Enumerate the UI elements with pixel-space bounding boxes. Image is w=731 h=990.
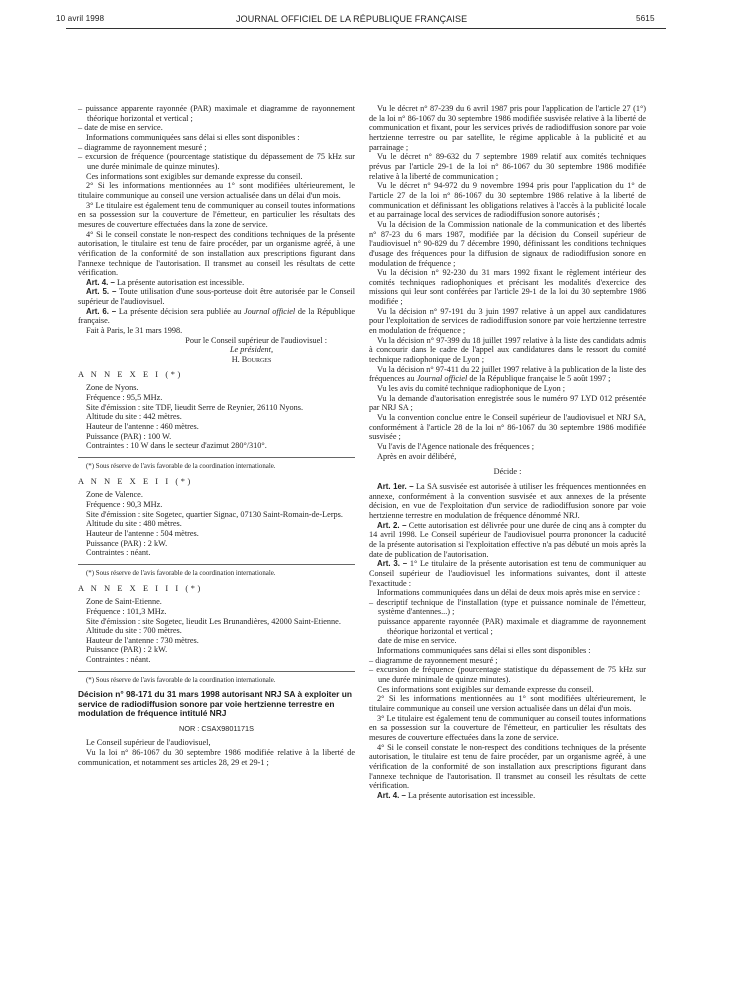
article-5 bbox=[78, 287, 355, 306]
annex-altitude: Altitude du site : 480 mètres. bbox=[86, 519, 182, 529]
paragraph: Vu le décret n° 94-972 du 9 novembre 1994 pris pour l'application du 1° de l'article 27 de la loi n° 86-1067 du 30 septembre 1986 relative à la liberté de communication et définissant les obligations relatives à l'accès à la publicité locale et au parrainage local des services de radiodiffusion sonore autorisés ; bbox=[369, 181, 646, 220]
annex-site: Site d'émission : site Sogetec, quartier Signac, 07130 Saint-Romain-de-Lerps. bbox=[86, 509, 343, 519]
article-label: Art. 5. – bbox=[86, 287, 117, 297]
article-6 bbox=[78, 307, 355, 326]
header-date: 10 avril 1998 bbox=[56, 14, 105, 23]
annex-2-title: A N N E X E I I (*) bbox=[78, 476, 193, 486]
list-item: – excursion de fréquence (pourcentage statistique du dépassement de 75 kHz sur une durée minimale de quinze minutes). bbox=[369, 665, 646, 685]
article-label: Art. 4. – bbox=[86, 277, 115, 287]
paragraph: – puissance apparente rayonnée (PAR) maximale et diagramme de rayonnement théorique horizontal et vertical ; bbox=[78, 104, 355, 123]
article-1 bbox=[369, 482, 646, 521]
annex-1-title: A N N E X E I (*) bbox=[78, 369, 183, 379]
annex-footnote: (*) Sous réserve de l'avis favorable de la coordination internationale. bbox=[86, 569, 276, 577]
article-label: Art. 2. – bbox=[377, 520, 407, 530]
article-text: Cette autorisation est délivrée pour une durée de cinq ans à compter du 14 avril 1998. Le Conseil supérieur de l'audiovisuel pourra prononcer la caducité de la présente autorisation si l'exploitation effective n'a pas débuté un mois après la date de publication de l'autorisation. bbox=[369, 520, 646, 559]
article-text: 1° Le titulaire de la présente autorisation est tenu de communiquer au Conseil supérieur de l'audiovisuel les informations suivantes, dont il atteste l'exactitude : bbox=[369, 559, 646, 588]
paragraph: Ces informations sont exigibles sur demande expresse du conseil. bbox=[377, 684, 594, 694]
paragraph: Vu la demande d'autorisation enregistrée sous le numéro 97 LYD 012 présentée par NRJ SA ; bbox=[369, 393, 646, 413]
paragraph: Vu la loi n° 86-1067 du 30 septembre 1986 modifiée relative à la liberté de communication, et notamment ses articles 28, 29 et 29-1 ; bbox=[78, 747, 355, 767]
footnote-rule bbox=[78, 671, 355, 672]
article-2 bbox=[369, 521, 646, 560]
paragraph: Informations communiquées dans un délai de deux mois après mise en service : bbox=[377, 588, 641, 598]
list-item: – descriptif technique de l'installation (type et puissance nominale de l'émetteur, système d'antennes...) ; bbox=[369, 597, 646, 617]
annex-constraints: Contraintes : néant. bbox=[86, 655, 151, 665]
paragraph: 4° Si le conseil constate le non-respect des conditions techniques de la présente autorisation, le titulaire est tenu de faire procéder, par un organisme agréé, à une vérification de la conformité de son installation aux prescriptions figurant dans l'annexe technique de l'autorisation. Il transmet au conseil les résultats de cette vérification. bbox=[369, 742, 646, 791]
annex-power: Puissance (PAR) : 2 kW. bbox=[86, 538, 168, 548]
annex-footnote: (*) Sous réserve de l'avis favorable de la coordination internationale. bbox=[86, 676, 276, 684]
paragraph: 2° Si les informations mentionnées au 1° sont modifiées ultérieurement, le titulaire communique au conseil une version actualisée dans un délai d'un mois. bbox=[369, 694, 646, 714]
paragraph: Après en avoir délibéré, bbox=[377, 451, 457, 461]
paragraph: Le Conseil supérieur de l'audiovisuel, bbox=[86, 738, 211, 748]
nor-reference: NOR : CSAX9801171S bbox=[179, 723, 254, 733]
annex-frequency: Fréquence : 95,5 MHz. bbox=[86, 393, 163, 403]
annex-site: Site d'émission : site Sogetec, lieudit Les Brunandières, 42000 Saint-Etienne. bbox=[86, 616, 341, 626]
annex-antenna-height: Hauteur de l'antenne : 504 mètres. bbox=[86, 528, 199, 538]
text-run: Vu la décision n° 97-411 du 22 juillet 1997 relative à la publication de la liste des fréquences au bbox=[369, 364, 646, 384]
signature-title: Le président, bbox=[229, 345, 274, 355]
article-text: La présente décision sera publiée au bbox=[118, 306, 242, 316]
paragraph: – date de mise en service. bbox=[78, 123, 163, 133]
annex-frequency: Fréquence : 101,3 MHz. bbox=[86, 606, 167, 616]
annex-footnote: (*) Sous réserve de l'avis favorable de la coordination internationale. bbox=[86, 462, 276, 470]
paragraph: Vu la décision de la Commission nationale de la communication et des libertés n° 87-23 du 6 mars 1987, modifiée par la décision du Conseil supérieur de l'audiovisuel n° 90-829 du 7 décembre 1990, définissant les conditions techniques d'usage des fréquences pour la diffusion de signaux de radiodiffusion sonore en modulation de fréquence ; bbox=[369, 219, 646, 268]
paragraph bbox=[369, 365, 646, 384]
paragraph: Vu la décision n° 92-230 du 31 mars 1992 fixant le règlement intérieur des comités techniques radiophoniques et précisant les modalités d'exercice des missions qui leur sont conférées par l'article 29-1 de la loi du 30 septembre 1986 modifiée ; bbox=[369, 268, 646, 307]
article-text: La présente autorisation est incessible. bbox=[408, 790, 536, 800]
annex-altitude: Altitude du site : 442 mètres. bbox=[86, 412, 182, 422]
paragraph: Vu l'avis de l'Agence nationale des fréquences ; bbox=[377, 441, 535, 451]
page-header bbox=[56, 14, 666, 28]
paragraph: Vu la convention conclue entre le Conseil supérieur de l'audiovisuel et NRJ SA, conformément à l'article 28 de la loi n° 86-1067 du 30 septembre 1986 modifiée susvisée ; bbox=[369, 413, 646, 442]
footnote-rule bbox=[78, 457, 355, 458]
article-label: Art. 1er. – bbox=[377, 481, 414, 491]
footnote-rule bbox=[78, 564, 355, 565]
text-run: de la République française le 5 août 1997 ; bbox=[469, 374, 611, 384]
annex-constraints: Contraintes : 10 W dans le secteur d'azimut 280°/310°. bbox=[86, 441, 267, 451]
paragraph: Informations communiquées sans délai si elles sont disponibles : bbox=[86, 132, 300, 142]
paragraph: – excursion de fréquence (pourcentage statistique du dépassement de 75 kHz sur une durée minimale de quinze minutes). bbox=[78, 152, 355, 171]
paragraph: 3° Le titulaire est également tenu de communiquer au conseil toutes informations en sa possession sur la couverture de l'émetteur, en particulier les résultats des mesures de couverture effectuées dans la zone de service. bbox=[78, 200, 355, 229]
paragraph: Vu le décret n° 87-239 du 6 avril 1987 pris pour l'application de l'article 27 (1°) de la loi n° 86-1067 du 30 septembre 1986 modifiée susvisée relative à la liberté de communication et fixant, pour les services privés de radiodiffusion sonore par voie hertzienne terrestre ou par satellite, le régime applicable à la publicité et au parrainage ; bbox=[369, 104, 646, 152]
signature-name: H. Bourges bbox=[231, 355, 272, 365]
article-4 bbox=[78, 278, 355, 288]
header-rule bbox=[66, 28, 666, 29]
article-3 bbox=[369, 559, 646, 588]
paragraph: Vu la décision n° 97-191 du 3 juin 1997 relative à un appel aux candidatures pour l'exploitation de services de radiodiffusion sonore par voie hertzienne terrestre en modulation de fréquence ; bbox=[369, 306, 646, 336]
signature-for: Pour le Conseil supérieur de l'audiovisuel : bbox=[185, 335, 327, 345]
paragraph: Vu les avis du comité technique radiophonique de Lyon ; bbox=[377, 384, 566, 394]
paragraph: Ces informations sont exigibles sur demande expresse du conseil. bbox=[86, 171, 303, 181]
article-label: Art. 3. – bbox=[377, 559, 408, 569]
annex-antenna-height: Hauteur de l'antenne : 730 mètres. bbox=[86, 635, 199, 645]
decision-title: Décision n° 98-171 du 31 mars 1998 autorisant NRJ SA à exploiter un service de radiodiffusion sonore par voie hertzienne terrestre en modulation de fréquence intitulé NRJ bbox=[78, 689, 352, 719]
annex-constraints: Contraintes : néant. bbox=[86, 548, 151, 558]
annex-power: Puissance (PAR) : 100 W. bbox=[86, 431, 172, 441]
header-title: JOURNAL OFFICIEL DE LA RÉPUBLIQUE FRANÇAISE bbox=[236, 14, 468, 24]
annex-antenna-height: Hauteur de l'antenne : 460 mètres. bbox=[86, 422, 199, 431]
article-text: La SA susvisée est autorisée à utiliser les fréquences mentionnées en annexe, conformément à la convention susvisée et aux annexes de la présente décision, en vue de l'exploitation d'un service de radiodiffusion sonore par voie hertzienne terrestre en modulation de fréquence dénommé NRJ. bbox=[369, 481, 647, 520]
paragraph: – diagramme de rayonnement mesuré ; bbox=[78, 142, 207, 152]
article-label: Art. 4. – bbox=[377, 790, 406, 800]
left-column bbox=[78, 104, 355, 767]
article-text: de la République française. bbox=[78, 306, 356, 326]
annex-zone: Zone de Nyons. bbox=[86, 383, 139, 393]
annex-zone: Zone de Saint-Etienne. bbox=[86, 597, 162, 607]
header-page-number: 5615 bbox=[636, 14, 655, 23]
annex-zone: Zone de Valence. bbox=[86, 490, 143, 500]
paragraph: 4° Si le conseil constate le non-respect des conditions techniques de la présente autorisation, le titulaire est tenu de faire procéder, par un organisme agréé, à une vérification de la conformité de son installation aux prescriptions figurant dans l'annexe technique de l'autorisation. Il transmet au conseil les résultats de cette vérification. bbox=[78, 229, 355, 278]
annex-site: Site d'émission : site TDF, lieudit Serre de Reynier, 26110 Nyons. bbox=[86, 402, 304, 412]
article-text: Toute utilisation d'une sous-porteuse doit être autorisée par le Conseil supérieur de l'audiovisuel. bbox=[78, 287, 355, 307]
paragraph: 3° Le titulaire est également tenu de communiquer au conseil toutes informations en sa possession sur la couverture de l'émetteur, en particulier les résultats des mesures de couverture effectuées dans la zone de service. bbox=[369, 713, 646, 742]
journal-officiel-ref: Journal officiel bbox=[243, 306, 296, 316]
paragraph: 2° Si les informations mentionnées au 1° sont modifiées ultérieurement, le titulaire communique au conseil une version actualisée dans un délai d'un mois. bbox=[78, 181, 355, 200]
annex-altitude: Altitude du site : 700 mètres. bbox=[86, 626, 182, 636]
article-4 bbox=[369, 791, 646, 801]
annex-3-title: A N N E X E I I I (*) bbox=[78, 583, 203, 593]
article-text: La présente autorisation est incessible. bbox=[117, 277, 245, 287]
list-item: – diagramme de rayonnement mesuré ; bbox=[369, 655, 498, 665]
journal-officiel-ref: Journal officiel bbox=[416, 374, 468, 384]
right-column bbox=[369, 104, 646, 801]
paragraph: Informations communiquées sans délai si elles sont disponibles : bbox=[377, 646, 591, 656]
list-item: date de mise en service. bbox=[378, 636, 457, 646]
annex-power: Puissance (PAR) : 2 kW. bbox=[86, 645, 168, 655]
list-item: puissance apparente rayonnée (PAR) maximale et diagramme de rayonnement théorique horizontal et vertical ; bbox=[378, 617, 646, 636]
decide-heading: Décide : bbox=[493, 467, 522, 477]
annex-frequency: Fréquence : 90,3 MHz. bbox=[86, 499, 163, 509]
signature-place-date: Fait à Paris, le 31 mars 1998. bbox=[86, 326, 183, 336]
paragraph: Vu la décision n° 97-399 du 18 juillet 1997 relative à la liste des candidats admis à concourir dans le cadre de l'appel aux candidatures dans le ressort du comité technique radiophonique de Lyon ; bbox=[369, 335, 646, 365]
article-label: Art. 6. – bbox=[86, 306, 117, 316]
paragraph: Vu le décret n° 89-632 du 7 septembre 1989 relatif aux comités techniques prévus par l'article 29-1 de la loi n° 86-1067 du 30 septembre 1986 modifiée relative à la liberté de communication ; bbox=[369, 152, 646, 181]
